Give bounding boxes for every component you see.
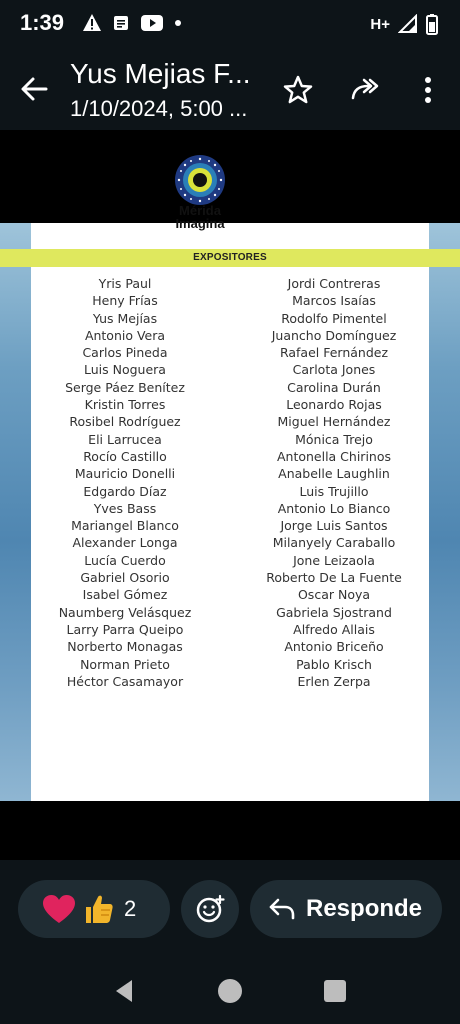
expositor-name: Gabriel Osorio (80, 570, 170, 586)
battery-icon (426, 13, 438, 35)
expositor-name: Eli Larrucea (88, 431, 162, 447)
message-icon (112, 14, 130, 32)
expositor-name: Rocío Castillo (83, 448, 167, 464)
message-timestamp: 1/10/2024, 5:00 ... (70, 96, 248, 121)
dot-icon (174, 19, 182, 27)
nav-recents-icon[interactable] (320, 976, 350, 1006)
reaction-count: 2 (124, 896, 137, 921)
expositor-name: Antonio Vera (84, 327, 166, 343)
expositor-name: Carlos Pineda (82, 345, 168, 361)
more-vert-icon[interactable] (412, 74, 444, 106)
add-emoji-icon (195, 894, 225, 924)
expositor-name: Gabriela Sjostrand (276, 604, 392, 620)
merida-imagina-logo (174, 154, 226, 206)
media-viewer[interactable] (0, 130, 460, 860)
system-nav-bar (0, 960, 460, 1024)
expositor-name: Yus Mejías (92, 310, 158, 326)
expositor-name: Alfredo Allais (293, 621, 375, 637)
expositor-name: Heny Frías (92, 293, 158, 309)
expositor-name: Erlen Zerpa (297, 673, 371, 689)
forward-icon[interactable] (350, 74, 382, 106)
expositor-name: Naumberg Velásquez (58, 604, 192, 620)
expositor-name: Oscar Noya (297, 587, 371, 603)
chat-media-header (0, 50, 460, 130)
thumbs-up-emoji (82, 893, 114, 925)
expositor-name: Luis Noguera (84, 362, 166, 378)
expositor-name: Milanyely Caraballo (272, 535, 396, 551)
signal-icon (398, 14, 418, 34)
logo-line-2: Imagina (175, 216, 225, 231)
reply-label: Responde (306, 895, 423, 922)
section-label: EXPOSITORES (193, 252, 267, 263)
expositor-name: Roberto De La Fuente (266, 570, 402, 586)
nav-home-icon[interactable] (215, 976, 245, 1006)
expositor-name: Antonella Chirinos (276, 448, 392, 464)
left-names-column (25, 275, 225, 690)
expositor-name: Rosibel Rodríguez (69, 414, 181, 430)
expositor-name: Rafael Fernández (279, 345, 389, 361)
expositor-name: Norberto Monagas (67, 639, 183, 655)
expositor-name: Mariangel Blanco (71, 518, 179, 534)
expositor-name: Isabel Gómez (82, 587, 168, 603)
add-reaction-button[interactable] (181, 880, 239, 938)
status-bar (0, 0, 460, 50)
expositor-name: Serge Páez Benítez (65, 379, 185, 395)
heart-emoji (42, 894, 76, 924)
expositor-name: Jorge Luis Santos (280, 518, 388, 534)
expositor-name: Leonardo Rojas (286, 397, 382, 413)
expositor-name: Rodolfo Pimentel (281, 310, 387, 326)
reaction-bar (0, 860, 460, 960)
star-icon[interactable] (282, 74, 314, 106)
right-names-column (234, 275, 434, 690)
nav-back-icon[interactable] (110, 976, 140, 1006)
reply-button[interactable] (250, 880, 442, 938)
status-icons-left (82, 13, 182, 33)
expositor-name: Mauricio Donelli (74, 466, 176, 482)
expositor-name: Carolina Durán (287, 379, 381, 395)
network-type: H+ (370, 15, 390, 33)
expositor-name: Norman Prieto (80, 656, 170, 672)
expositor-name: Edgardo Díaz (83, 483, 167, 499)
reactions-pill[interactable] (18, 880, 170, 938)
expositor-name: Yris Paul (98, 276, 152, 291)
expositor-name: Kristin Torres (84, 397, 166, 413)
expositor-name: Yves Bass (93, 500, 157, 516)
reply-arrow-icon (268, 897, 296, 921)
expositor-name: Lucía Cuerdo (84, 552, 166, 568)
back-arrow-icon[interactable] (18, 72, 52, 106)
youtube-icon (140, 14, 164, 32)
status-time: 1:39 (20, 10, 65, 35)
expositor-name: Pablo Krisch (296, 656, 372, 672)
expositor-name: Antonio Lo Bianco (277, 500, 391, 516)
expositor-name: Anabelle Laughlin (278, 466, 390, 482)
expositor-name: Héctor Casamayor (66, 673, 184, 689)
expositor-name: Mónica Trejo (295, 431, 373, 447)
warning-icon (82, 13, 102, 33)
expositor-name: Luis Trujillo (299, 483, 369, 499)
logo-text (130, 204, 270, 230)
sender-name: Yus Mejias F... (70, 58, 251, 89)
expositor-name: Miguel Hernández (277, 414, 391, 430)
expositor-name: Marcos Isaías (292, 293, 376, 309)
logo-line-1: Mérida (179, 203, 221, 218)
expositor-name: Carlota Jones (292, 362, 376, 378)
expositor-name: Jone Leizaola (293, 552, 375, 568)
expositor-name: Jordi Contreras (287, 276, 381, 291)
status-icons-right (370, 13, 438, 35)
expositor-name: Antonio Briceño (284, 639, 384, 655)
expositor-name: Alexander Longa (72, 535, 178, 551)
expositor-name: Juancho Domínguez (271, 327, 397, 343)
expositor-name: Larry Parra Queipo (66, 621, 184, 637)
